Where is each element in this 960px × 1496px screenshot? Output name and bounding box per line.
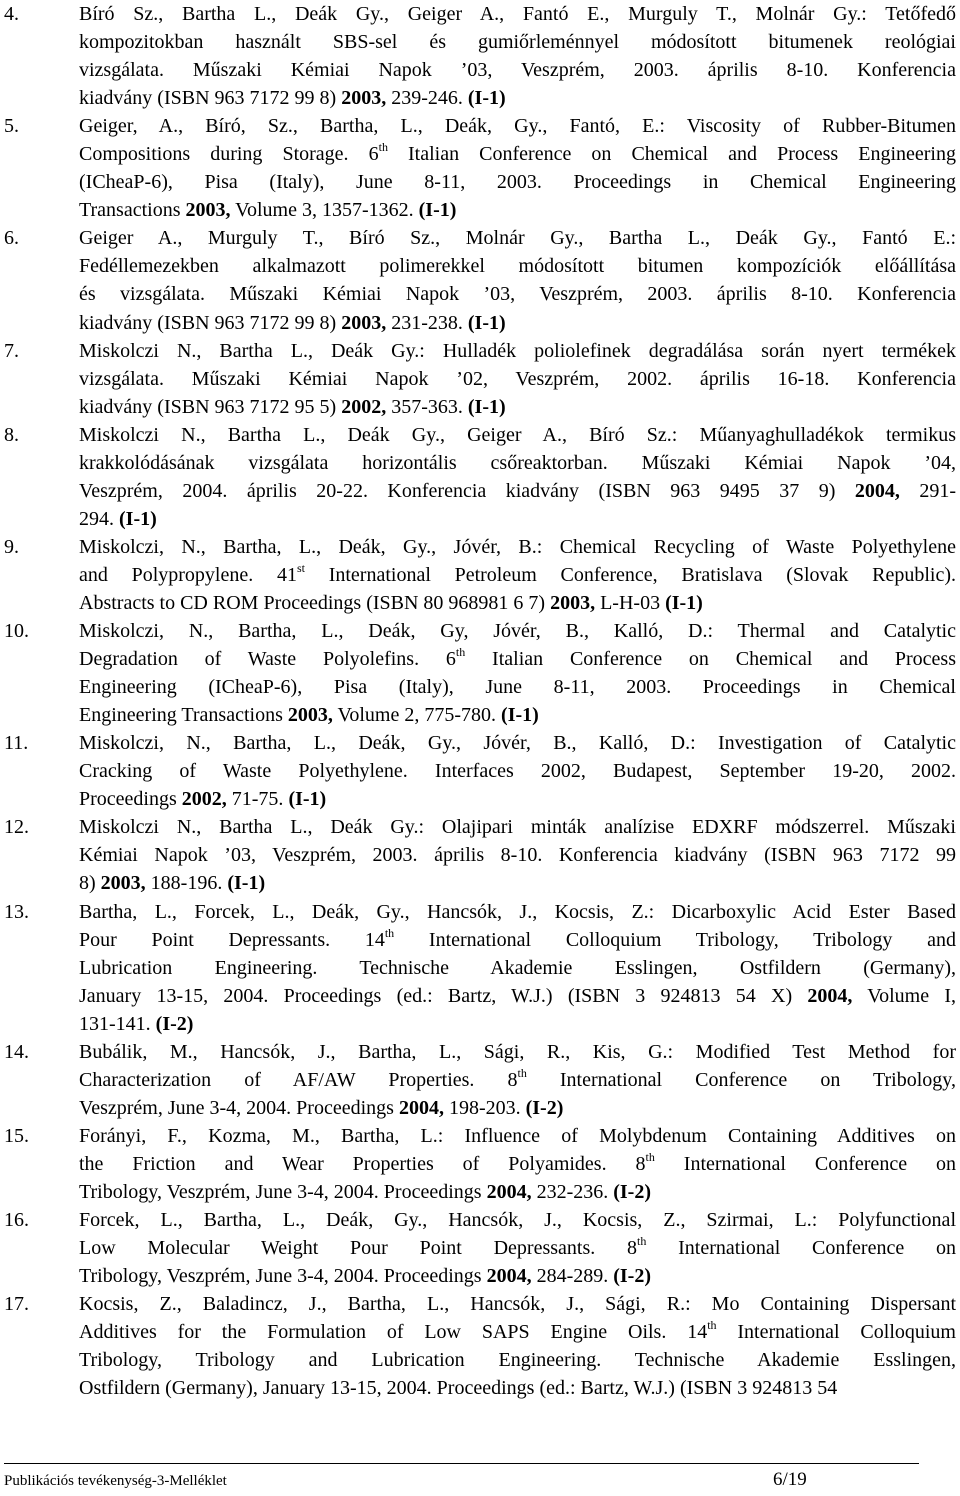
reference-line: Tribology, Veszprém, June 3-4, 2004. Proceedings 2004, 232-236. (I-2) [79,1180,651,1203]
reference-number: 11. [4,732,29,755]
reference-line: Transactions 2003, Volume 3, 1357-1362. (I-1) [79,199,457,222]
reference-line: Characterization of AF/AW Properties. 8th International Conference on Tribology, [79,1065,956,1091]
reference-number: 5. [4,115,19,138]
reference-line: 8) 2003, 188-196. (I-1) [79,872,266,895]
reference-line: kiadvány (ISBN 963 7172 99 8) 2003, 239-246. (I-1) [79,87,506,110]
reference-line: Low Molecular Weight Pour Point Depressants. 8th International Conference on [79,1234,956,1260]
reference-line: Ostfildern (Germany), January 13-15, 2004. Proceedings (ed.: Bartz, W.J.) (ISBN 3 924813 54 [79,1377,838,1400]
reference-line: Kocsis, Z., Baladincz, J., Bartha, L., Hancsók, J., Sági, R.: Mo Containing Dispersant [79,1293,956,1316]
reference-item [4,1206,956,1290]
reference-line: Miskolczi, N., Bartha, L., Deák, Gy., Jóvér, B., Kalló, D.: Investigation of Catalytic [79,732,956,755]
reference-list [4,0,956,1402]
reference-item [4,1122,956,1206]
reference-item [4,224,956,336]
page-number: 6/19 [773,1469,807,1490]
reference-number: 13. [4,900,29,923]
reference-line: Miskolczi, N., Bartha, L., Deák, Gy, Jóvér, B., Kalló, D.: Thermal and Catalytic [79,620,956,643]
reference-line: (ICheaP-6), Pisa (Italy), June 8-11, 2003. Proceedings in Chemical Engineering [79,171,956,194]
reference-line: Lubrication Engineering. Technische Akademie Esslingen, Ostfildern (Germany), [79,956,956,979]
reference-line: Engineering (ICheaP-6), Pisa (Italy), June 8-11, 2003. Proceedings in Chemical [79,676,956,699]
reference-item [4,729,956,813]
reference-line: Bíró Sz., Bartha L., Deák Gy., Geiger A., Fantó E., Murguly T., Molnár Gy.: Tetőfedő [79,3,956,25]
reference-line: Proceedings 2002, 71-75. (I-1) [79,788,327,811]
reference-number: 7. [4,339,19,362]
reference-line: kompozitokban használt SBS-sel és gumiőrleménnyel módosított bitumenek reológiai [79,31,956,54]
reference-line: Additives for the Formulation of Low SAPS Engine Oils. 14th International Colloquium [79,1318,956,1344]
reference-number: 9. [4,535,19,558]
reference-line: Miskolczi N., Bartha L., Deák Gy., Geiger A., Bíró Sz.: Műanyaghulladékok termikus [79,423,956,446]
reference-item [4,898,956,1038]
reference-line: Miskolczi N., Bartha L., Deák Gy.: Olajipari minták analízise EDXRF módszerrel. Műszaki [79,816,956,839]
reference-line: Bartha, L., Forcek, L., Deák, Gy., Hancsók, J., Kocsis, Z.: Dicarboxylic Acid Ester Based [79,900,956,923]
reference-item [4,617,956,729]
reference-number: 8. [4,423,19,446]
reference-line: 131-141. (I-2) [79,1012,194,1035]
reference-line: Engineering Transactions 2003, Volume 2, 775-780. (I-1) [79,704,539,727]
reference-line: Miskolczi N., Bartha L., Deák Gy.: Hulladék poliolefinek degradálása során nyert termékek [79,339,956,362]
reference-line: Geiger A., Murguly T., Bíró Sz., Molnár Gy., Bartha L., Deák Gy., Fantó E.: [79,227,956,250]
reference-line: Cracking of Waste Polyethylene. Interfaces 2002, Budapest, September 19-20, 2002. [79,760,956,783]
reference-line: Forányi, F., Kozma, M., Bartha, L.: Influence of Molybdenum Containing Additives on [79,1124,956,1147]
reference-line: Fedéllemezekben alkalmazott polimerekkel módosított bitumen kompozíciók előállítása [79,255,956,278]
reference-number: 17. [4,1293,29,1316]
reference-item [4,1290,956,1402]
reference-number: 12. [4,816,29,839]
reference-line: Pour Point Depressants. 14th International Colloquium Tribology, Tribology and [79,925,956,951]
reference-line: kiadvány (ISBN 963 7172 95 5) 2002, 357-363. (I-1) [79,395,506,418]
reference-line: 294. (I-1) [79,507,157,530]
reference-item [4,533,956,617]
reference-line: Tribology, Tribology and Lubrication Engineering. Technische Akademie Esslingen, [79,1349,956,1372]
reference-number: 4. [4,3,19,25]
reference-line: Miskolczi, N., Bartha, L., Deák, Gy., Jóvér, B.: Chemical Recycling of Waste Polyethylene [79,535,956,558]
reference-item [4,0,956,112]
reference-item [4,337,956,421]
reference-line: vizsgálata. Műszaki Kémiai Napok ’02, Veszprém, 2002. április 16-18. Konferencia [79,367,956,390]
reference-line: és vizsgálata. Műszaki Kémiai Napok ’03, Veszprém, 2003. április 8-10. Konferencia [79,283,956,306]
reference-line: Bubálik, M., Hancsók, J., Bartha, L., Sági, R., Kis, G.: Modified Test Method for [79,1040,956,1063]
reference-line: Forcek, L., Bartha, L., Deák, Gy., Hancsók, J., Kocsis, Z., Szirmai, L.: Polyfunctional [79,1209,956,1232]
reference-number: 16. [4,1209,29,1232]
reference-line: Compositions during Storage. 6th Italian Conference on Chemical and Process Engineering [79,140,956,166]
reference-line: kiadvány (ISBN 963 7172 99 8) 2003, 231-238. (I-1) [79,311,506,334]
footer-document-title: Publikációs tevékenység-3-Melléklet [4,1473,227,1489]
footer-divider [4,1463,919,1464]
reference-number: 14. [4,1040,29,1063]
reference-line: the Friction and Wear Properties of Polyamides. 8th International Conference on [79,1149,956,1175]
reference-line: Tribology, Veszprém, June 3-4, 2004. Proceedings 2004, 284-289. (I-2) [79,1265,651,1288]
reference-line: Veszprém, 2004. április 20-22. Konferencia kiadvány (ISBN 963 9495 37 9) 2004, 291- [79,479,956,502]
reference-line: Geiger, A., Bíró, Sz., Bartha, L., Deák, Gy., Fantó, E.: Viscosity of Rubber-Bitumen [79,115,956,138]
reference-item [4,1038,956,1122]
reference-line: and Polypropylene. 41st International Petroleum Conference, Bratislava (Slovak Republic). [79,560,956,586]
reference-line: vizsgálata. Műszaki Kémiai Napok ’03, Veszprém, 2003. április 8-10. Konferencia [79,59,956,82]
reference-item [4,421,956,533]
reference-item [4,813,956,897]
reference-line: krakkolódásának vizsgálata horizontális csőreaktorban. Műszaki Kémiai Napok ’04, [79,451,956,474]
reference-item [4,112,956,224]
reference-line: Degradation of Waste Polyolefins. 6th Italian Conference on Chemical and Process [79,645,956,671]
reference-line: January 13-15, 2004. Proceedings (ed.: Bartz, W.J.) (ISBN 3 924813 54 X) 2004, Volume I, [79,984,957,1007]
reference-number: 6. [4,227,19,250]
reference-line: Kémiai Napok ’03, Veszprém, 2003. április 8-10. Konferencia kiadvány (ISBN 963 7172 99 [79,844,956,867]
reference-number: 10. [4,620,29,643]
reference-line: Veszprém, June 3-4, 2004. Proceedings 2004, 198-203. (I-2) [79,1096,564,1119]
reference-number: 15. [4,1124,29,1147]
reference-line: Abstracts to CD ROM Proceedings (ISBN 80 968981 6 7) 2003, L-H-03 (I-1) [79,591,703,614]
